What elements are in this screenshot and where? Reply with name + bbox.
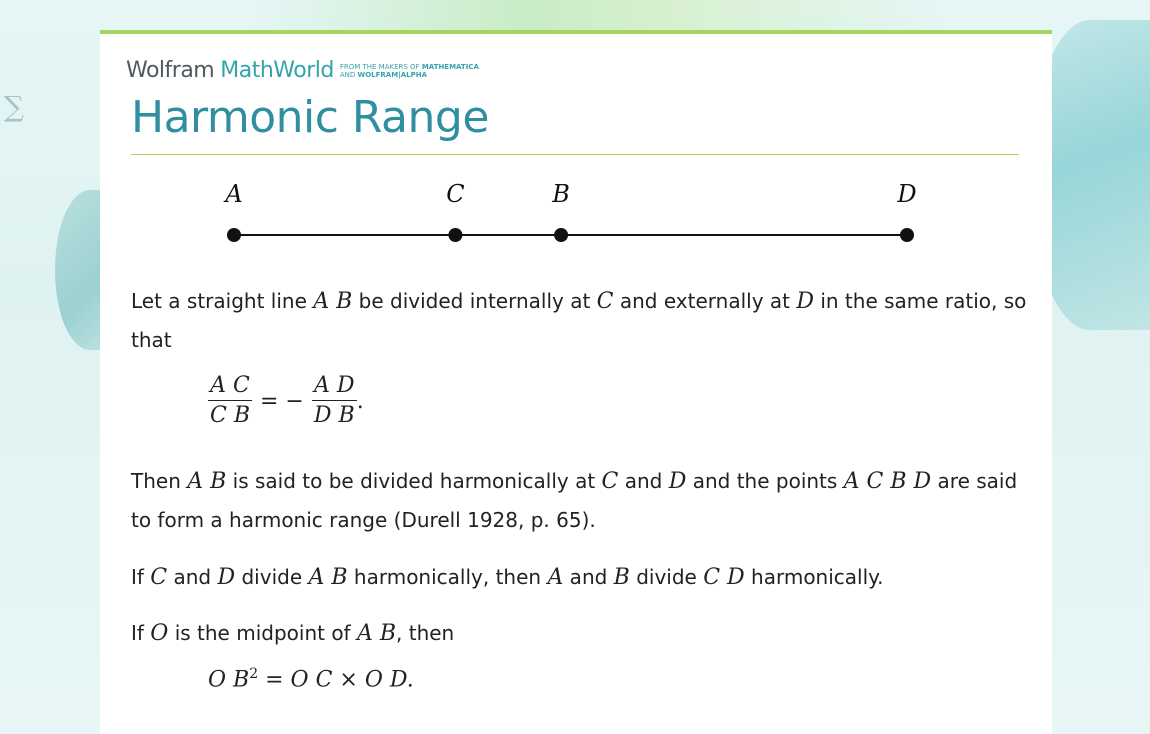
equation-ratio: $\frac{\text{A C}}{\text{C B}}$ = − $\frac{\text{A D}}{\text{D B}}$ . [208, 372, 364, 431]
fraction-ac-cb: $\frac{\text{A C}}{\text{C B}}$ [210, 373, 250, 428]
point-label-d: D [897, 180, 917, 208]
fraction-ad-db: $\frac{\text{A D}}{\text{D B}}$ [313, 373, 355, 428]
point-c [448, 228, 462, 242]
content-card [100, 30, 1052, 734]
paragraph-intro: Let a straight line A B be divided internally at C and externally at D in the same ratio, so that [131, 289, 1027, 352]
point-label-b: B [552, 180, 570, 208]
paragraph-harmonic-division: Then A B is said to be divided harmonically at C and D and the points A C B D are said to form a harmonic range (Durell 1928, p. 65). [131, 469, 1018, 532]
point-label-a: A [225, 180, 243, 208]
background-formula-left [0, 80, 110, 340]
point-label-c: C [446, 180, 465, 208]
brand-mathworld: MathWorld [220, 58, 334, 83]
title-divider [131, 154, 1019, 155]
point-d [900, 228, 914, 242]
paragraph-midpoint: If O is the midpoint of A B, then [131, 621, 455, 646]
background-top-glow [250, 0, 950, 30]
brand-logo[interactable] [126, 58, 479, 83]
point-a [227, 228, 241, 242]
page-title: Harmonic Range [131, 92, 489, 143]
harmonic-range-diagram [200, 174, 920, 294]
sigma-icon: ∑ [4, 90, 24, 123]
point-b [554, 228, 568, 242]
background-formula-right [1050, 280, 1150, 520]
brand-tagline: FROM THE MAKERS OF MATHEMATICA AND WOLFRAM|ALPHA [339, 62, 479, 79]
equation-midpoint: O $B^2 = O$ C × O D. [208, 666, 414, 693]
paragraph-reciprocity: If C and D divide A B harmonically, then A and B divide C D harmonically. [131, 565, 884, 590]
brand-wolfram: Wolfram [126, 58, 215, 83]
